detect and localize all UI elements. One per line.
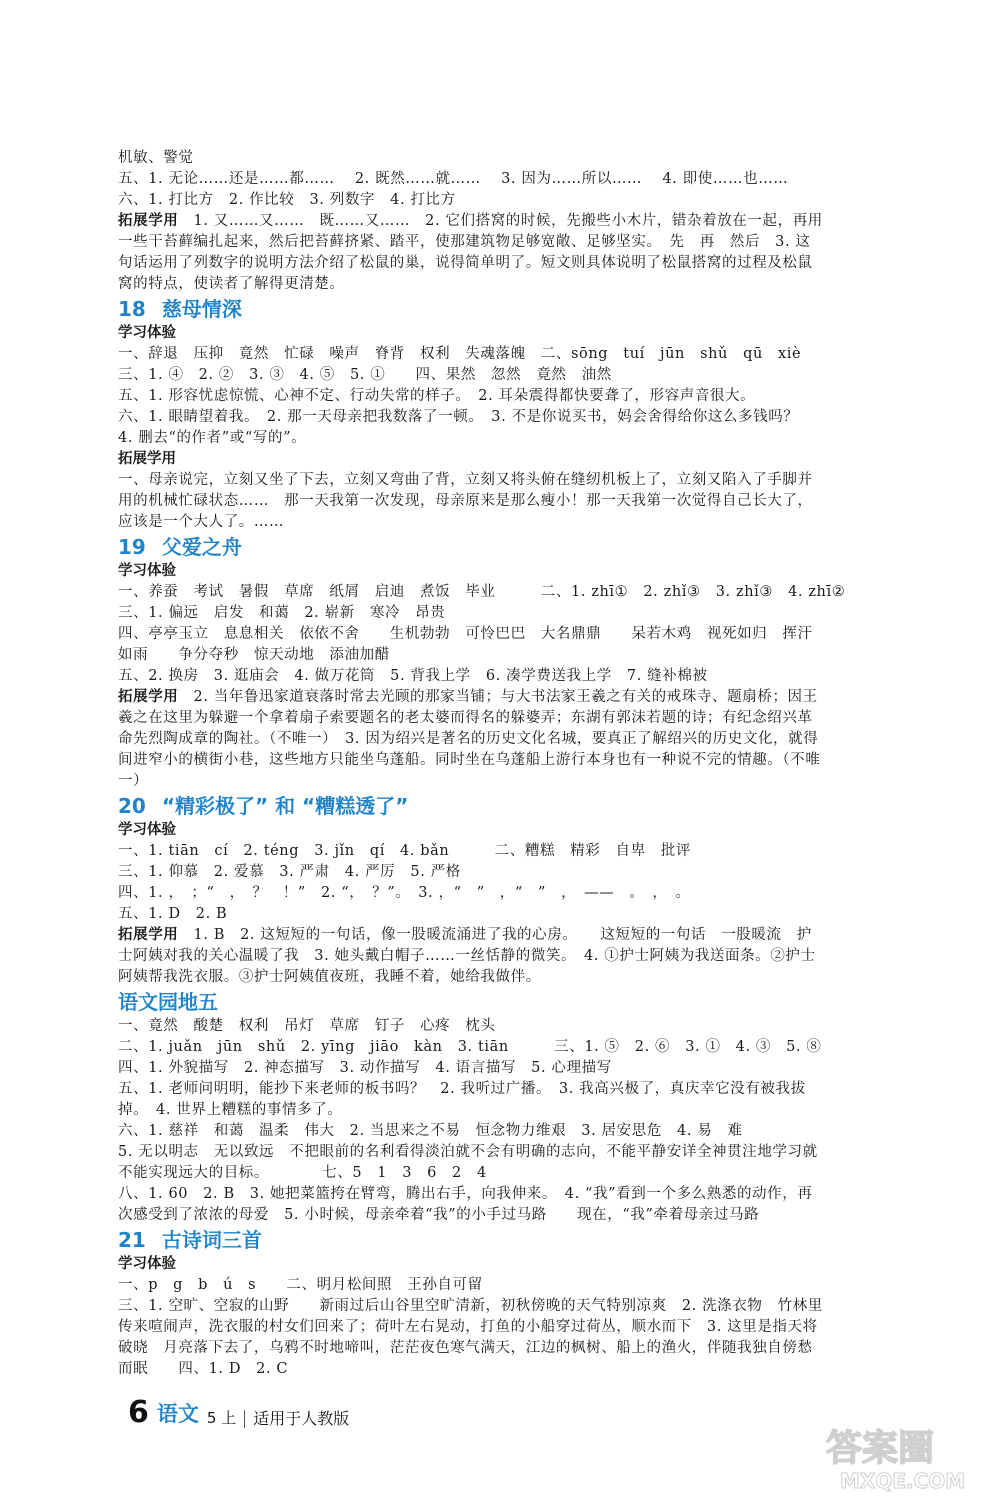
text-line: 三、1. 仰慕 2. 爱慕 3. 严肃 4. 严厉 5. 严格 xyxy=(118,864,461,880)
text-line xyxy=(118,925,918,946)
lesson-title: “精彩极了” 和 “糟糕透了” xyxy=(161,794,409,818)
text-line: 五、1. 无论……还是……都…… 2. 既然……就…… 3. 因为……所以…… 4. 即使……也…… xyxy=(118,171,789,187)
text-line: 六、1. 眼睛望着我。 2. 那一天母亲把我数落了一顿。 3. 不是你说买书，妈会舍得给你这么多钱吗？ xyxy=(118,409,799,425)
page-number: 6 xyxy=(128,1395,149,1430)
subsection-heading: 拓展学用 xyxy=(118,451,176,467)
text-line: 五、2. 换房 3. 逛庙会 4. 做万花筒 5. 背我上学 6. 凑学费送我上学 7. 缝补棉被 xyxy=(118,668,708,684)
lesson-heading-18 xyxy=(118,296,918,323)
section-title: 语文园地五 xyxy=(118,990,218,1014)
text-line: 士阿姨对我的关心温暖了我 3. 她头戴白帽子……一丝恬静的微笑。 4. ①护士阿姨为我送面条。②护士 xyxy=(118,948,816,964)
text-line: 四、亭亭玉立 息息相关 依依不舍 生机勃勃 可怜巴巴 大名鼎鼎 呆若木鸡 视死如归 挥汗 xyxy=(118,626,813,642)
lesson-heading-21 xyxy=(118,1227,918,1254)
lesson-number: 18 xyxy=(118,297,146,321)
line-text: 2. 当年鲁迅家道衰落时常去光顾的那家当铺；与大书法家王羲之有关的戒珠寺、题扇桥；因王 xyxy=(178,689,818,705)
text-line: 四、1. ， ；“ ， ？ ！” 2. “， ？”。 3. ，“ ” ，“ ” ， —— 。 ， 。 xyxy=(118,885,691,901)
text-line: 五、1. 形容忧虑惊慌、心神不定、行动失常的样子。 2. 耳朵震得都快要聋了，形容声音很大。 xyxy=(118,388,756,404)
text-line: 三、1. ④ 2. ② 3. ③ 4. ⑤ 5. ① 四、果然 忽然 竟然 油然 xyxy=(118,367,612,383)
text-line: 六、1. 打比方 2. 作比较 3. 列数字 4. 打比方 xyxy=(118,192,456,208)
text-line: 五、1. D 2. B xyxy=(118,906,228,922)
text-line: 应该是一个大人了。…… xyxy=(118,514,285,530)
text-line: 掉。 4. 世界上糟糕的事情多了。 xyxy=(118,1102,343,1118)
section-label: 拓展学用 xyxy=(118,689,179,705)
subsection-heading: 学习体验 xyxy=(118,325,176,341)
text-line: 阿姨帮我洗衣服。③护士阿姨值夜班，我睡不着，她给我做伴。 xyxy=(118,969,541,985)
text-line: 二、1. juǎn jūn shǔ 2. yīng jiāo kàn 3. tiān 三、1. ⑤ 2. ⑥ 3. ① 4. ③ 5. ⑧ xyxy=(118,1039,822,1055)
watermark-url: MXQE.COM xyxy=(840,1469,966,1493)
line-text: 1. 又……又…… 既……又…… 2. 它们搭窝的时候，先搬些小木片，错杂着放在一起，再用 xyxy=(178,213,823,229)
text-line: 五、1. 老师问明明，能抄下来老师的板书吗？ 2. 我听过广播。 3. 我高兴极了，真庆幸它没有被我拔 xyxy=(118,1081,806,1097)
text-line: 八、1. 60 2. B 3. 她把菜篮挎在臂弯，腾出右手，向我伸来。 4. “我”看到一个多么熟悉的动作，再 xyxy=(118,1186,813,1202)
watermark-logo xyxy=(820,1420,990,1496)
text-line: 三、1. 空旷、空寂的山野 新雨过后山谷里空旷清新，初秋傍晚的天气特别凉爽 2. 洗涤衣物 竹林里 xyxy=(118,1298,823,1314)
answer-page xyxy=(118,148,918,1380)
text-line: 不能实现远大的目标。 七、5 1 3 6 2 4 xyxy=(118,1165,487,1181)
lesson-title: 父爱之舟 xyxy=(161,535,242,559)
text-line xyxy=(118,687,918,708)
text-line: 一、辞退 压抑 竟然 忙碌 噪声 脊背 权利 失魂落魄 二、sōng tuí jūn shǔ qū xiè xyxy=(118,346,802,362)
text-line: 一） xyxy=(118,773,149,789)
text-line: 间进窄小的横街小巷，这些地方只能坐乌蓬船。同时坐在乌蓬船上游行本身也有一种说不完的情趣。（不唯 xyxy=(118,752,821,768)
text-line xyxy=(118,211,918,232)
text-line: 一、p g b ú s 二、明月松间照 王孙自可留 xyxy=(118,1277,483,1293)
subsection-heading: 学习体验 xyxy=(118,822,176,838)
subsection-heading: 学习体验 xyxy=(118,1256,176,1272)
text-line: 传来喧闹声，洗衣服的村女们回来了；荷叶左右晃动，打鱼的小船穿过荷丛，顺水而下 3. 这里是指天将 xyxy=(118,1319,818,1335)
text-line: 窝的特点，使读者了解得更清楚。 xyxy=(118,276,345,292)
text-line: 4. 删去“的作者”或“写的”。 xyxy=(118,430,307,446)
text-line: 一、养蚕 考试 暑假 草席 纸屑 启迪 煮饭 毕业 二、1. zhī① 2. zhǐ③ 3. zhǐ③ 4. zhī② xyxy=(118,584,846,600)
grade-label: 5 上 xyxy=(206,1409,237,1427)
text-line: 六、1. 慈祥 和蔼 温柔 伟大 2. 当思来之不易 恒念物力维艰 3. 居安思危 4. 易 难 xyxy=(118,1123,743,1139)
text-line: 而眠 四、1. D 2. C xyxy=(118,1361,289,1377)
section-heading-garden xyxy=(118,989,918,1016)
page-footer xyxy=(128,1395,350,1430)
text-line: 5. 无以明志 无以致远 不把眼前的名利看得淡泊就不会有明确的志向，不能平静安详全神贯注地学习就 xyxy=(118,1144,818,1160)
text-line: 羲之在这里为躲避一个拿着扇子索要题名的老太婆而得名的躲婆弄；东湖有郭沫若题的诗；有纪念绍兴革 xyxy=(118,710,813,726)
text-line: 三、1. 偏远 启发 和蔼 2. 崭新 寒冷 昂贵 xyxy=(118,605,446,621)
lesson-number: 21 xyxy=(118,1228,146,1252)
subject-label: 语文 xyxy=(156,1402,199,1426)
watermark-brand: 答案圈 xyxy=(826,1428,935,1469)
text-line: 句话运用了列数字的说明方法介绍了松鼠的巢，说得简单明了。短文则具体说明了松鼠搭窝的过程及松鼠 xyxy=(118,255,813,271)
edition-label: 适用于人教版 xyxy=(244,1410,349,1428)
text-line: 次感受到了浓浓的母爱 5. 小时候，母亲牵着“我”的小手过马路 现在，“我”牵着母亲过马路 xyxy=(118,1207,760,1223)
text-line: 破晓 月亮落下去了，乌鸦不时地啼叫，茫茫夜色寒气满天，江边的枫树、船上的渔火，伴随我独自傍愁 xyxy=(118,1340,813,1356)
text-line: 用的机械忙碌状态…… 那一天我第一次发现，母亲原来是那么瘦小！那一天我第一次觉得自己长大了， xyxy=(118,493,813,509)
lesson-heading-20 xyxy=(118,793,918,820)
text-line: 一、1. tiān cí 2. téng 3. jǐn qí 4. bǎn 二、糟糕 精彩 自卑 批评 xyxy=(118,843,691,859)
text-line: 一、竟然 酸楚 权利 吊灯 草席 钉子 心疼 枕头 xyxy=(118,1018,496,1034)
text-line: 如雨 争分夺秒 惊天动地 添油加醋 xyxy=(118,647,390,663)
line-text: 1. B 2. 这短短的一句话，像一股暖流涌进了我的心房。 这短短的一句话 一股暖流 护 xyxy=(178,927,812,943)
section-label: 拓展学用 xyxy=(118,927,179,943)
lesson-title: 慈母情深 xyxy=(161,297,242,321)
text-line: 一、母亲说完，立刻又坐了下去，立刻又弯曲了背，立刻又将头俯在缝纫机板上了，立刻又陷入了手脚并 xyxy=(118,472,813,488)
section-label: 拓展学用 xyxy=(118,213,179,229)
subsection-heading: 学习体验 xyxy=(118,563,176,579)
text-line: 一些干苔藓编扎起来，然后把苔藓挤紧、踏平，使那建筑物足够宽敞、足够坚实。 先 再 然后 3. 这 xyxy=(118,234,811,250)
text-line: 命先烈陶成章的陶社。（不唯一） 3. 因为绍兴是著名的历史文化名城，要真正了解绍兴的历史文化，就得 xyxy=(118,731,819,747)
lesson-number: 20 xyxy=(118,794,146,818)
lesson-number: 19 xyxy=(118,535,146,559)
text-line: 四、1. 外貌描写 2. 神态描写 3. 动作描写 4. 语言描写 5. 心理描写 xyxy=(118,1060,612,1076)
lesson-title: 古诗词三首 xyxy=(161,1228,262,1252)
text-line: 机敏、警觉 xyxy=(118,150,194,166)
lesson-heading-19 xyxy=(118,534,918,561)
